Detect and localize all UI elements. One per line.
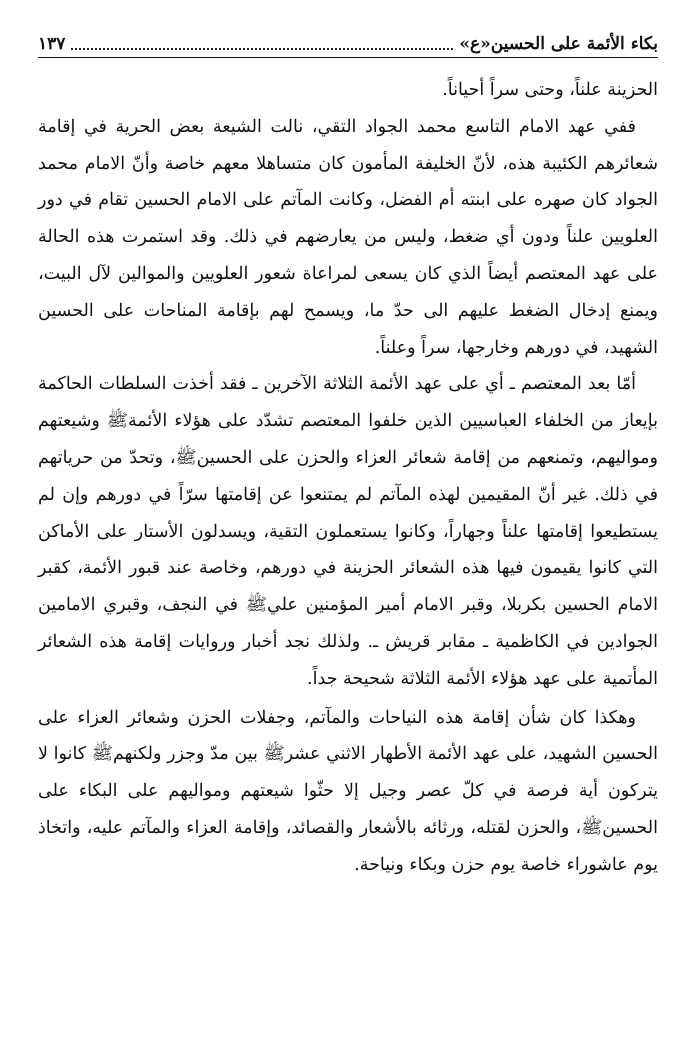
running-header-title: بكاء الأئمة على الحسين«ع» bbox=[459, 34, 658, 54]
book-page bbox=[38, 28, 658, 884]
header-leader-dots bbox=[71, 47, 453, 50]
body-text bbox=[38, 72, 658, 884]
paragraph: وهكذا كان شأن إقامة هذه النياحات والمآتم، وجفلات الحزن وشعائر العزاء على الحسين الشهيد، على عهد الأئمة الأطهار الاثني عشرﷺ بين مدّ وجزر ولكنهمﷺ كانوا لا يتركون أية فرصة في كلّ عصر وجيل إلا حثّوا شيعتهم ومواليهم على البكاء على الحسينﷺ، والحزن لقتله، ورثائه بالأشعار والقصائد، وإقامة العزاء والمآتم عليه، واتخاذ يوم عاشوراء خاصة يوم حزن وبكاء ونياحة. bbox=[38, 707, 658, 875]
running-header bbox=[38, 28, 658, 54]
paragraph: أمّا بعد المعتصم ـ أي على عهد الأئمة الثلاثة الآخرين ـ فقد أخذت السلطات الحاكمة بإيعاز من الخلفاء العباسيين الذين خلفوا المعتصم تشدّد على هؤلاء الأئمةﷺ وشيعتهم ومواليهم، وتمنعهم من إقامة شعائر العزاء والحزن على الحسينﷺ، وتحدّ من حرياتهم في ذلك. غير أنّ المقيمين لهذه المآتم لم يمتنعوا عن إقامتها سرّاً في دورهم وإن لم يستطيعوا إقامتها علناً وجهاراً، وكانوا يستعملون التقية، ويسدلون الأستار على الأماكن التي كانوا يقيمون فيها هذه الشعائر الحزينة في دورهم، وخاصة عند قبور الأئمة، كقبر الامام الحسين بكربلا، وقبر الامام أمير المؤمنين عليﷺ في النجف، وقبري الامامين الجوادين في الكاظمية ـ مقابر قريش ـ. ولذلك نجد أخبار وروايات إقامة هذه الشعائر المأتمية على عهد هؤلاء الأئمة الثلاثة شحيحة جداً. bbox=[38, 374, 658, 689]
page-number: ١٣٧ bbox=[38, 34, 66, 54]
paragraph: ففي عهد الامام التاسع محمد الجواد التقي، نالت الشيعة بعض الحرية في إقامة شعائرهم الكئيبة هذه، لأنّ الخليفة المأمون كان متساهلا معهم خاصة وأنّ الامام محمد الجواد كان صهره على ابنته أم الفضل، وكانت المآتم على الامام الحسين تقام في دور العلويين علناً ودون أي ضغط، وليس من يعارضهم في ذلك. وقد استمرت هذه الحالة على عهد المعتصم أيضاً الذي كان يسعى لمراعاة شعور العلويين والموالين لآل البيت، ويمنع إدخال الضغط عليهم الى حدّ ما، ويسمح لهم بإقامة المناحات على الحسين الشهيد، في دورهم وخارجها، سراً وعلناً. bbox=[38, 116, 658, 358]
paragraph-continuation: الحزينة علناً، وحتى سراً أحياناً. bbox=[442, 80, 658, 100]
header-rule bbox=[38, 57, 658, 58]
